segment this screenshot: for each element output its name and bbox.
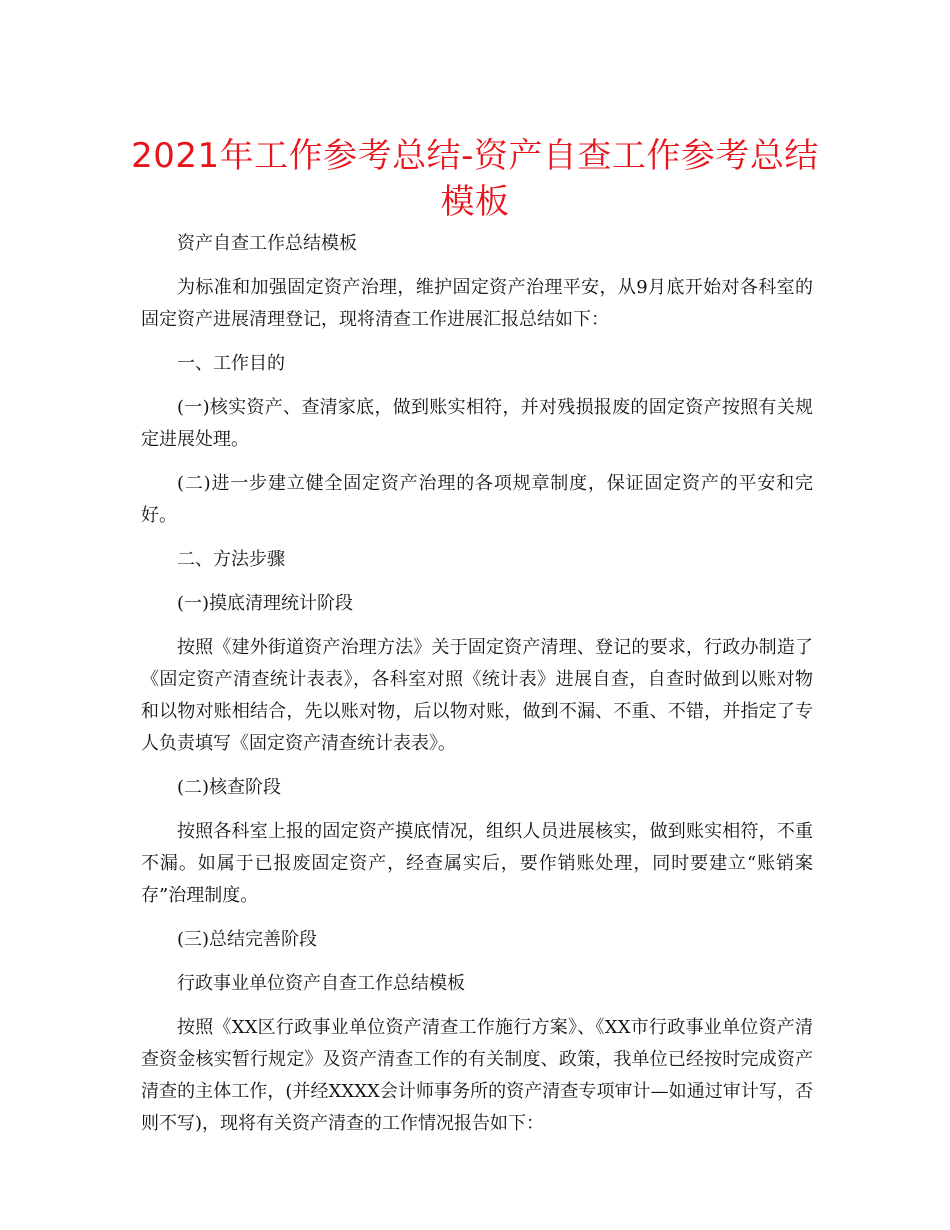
section-heading: 二、方法步骤: [177, 549, 285, 570]
subsection-heading: (二)核查阶段: [177, 777, 282, 798]
section-heading: 一、工作目的: [177, 353, 285, 374]
paragraph: 按照各科室上报的固定资产摸底情况，组织人员进展核实，做到账实相符，不重不漏。如属于已报废固定资产，经查属实后，要作销账处理，同时要建立“账销案存”治理制度。: [141, 821, 813, 906]
subsection-heading: (一)摸底清理统计阶段: [177, 593, 354, 614]
paragraph: 按照《建外街道资产治理方法》关于固定资产清理、登记的要求，行政办制造了《固定资产清查统计表表》，各科室对照《统计表》进展自查，自查时做到以账对物和以物对账相结合，先以账对物，后以物对账，做到不漏、不重、不错，并指定了专人负责填写《固定资产清查统计表表》。: [141, 637, 813, 754]
paragraph: 按照《XX区行政事业单位资产清查工作施行方案》、《XX市行政事业单位资产清查资金核实暂行规定》及资产清查工作的有关制度、政策，我单位已经按时完成资产清查的主体工作，(并经XXXX会计师事务所的资产清查专项审计—如通过审计写，否则不写)，现将有关资产清查的工作情况报告如下：: [141, 1017, 813, 1134]
subsection-heading: (三)总结完善阶段: [177, 929, 318, 950]
paragraph: 行政事业单位资产自查工作总结模板: [177, 973, 465, 994]
document-title: 2021年工作参考总结-资产自查工作参考总结模板: [131, 136, 819, 222]
paragraph: (一)核实资产、查清家底，做到账实相符，并对残损报废的固定资产按照有关规定进展处理。: [141, 397, 813, 450]
document-body: [141, 228, 813, 1152]
paragraph: 为标准和加强固定资产治理，维护固定资产治理平安，从9月底开始对各科室的固定资产进展清理登记，现将清查工作进展汇报总结如下：: [141, 277, 813, 330]
paragraph: 资产自查工作总结模板: [177, 233, 357, 254]
paragraph: (二)进一步建立健全固定资产治理的各项规章制度，保证固定资产的平安和完好。: [141, 473, 813, 526]
